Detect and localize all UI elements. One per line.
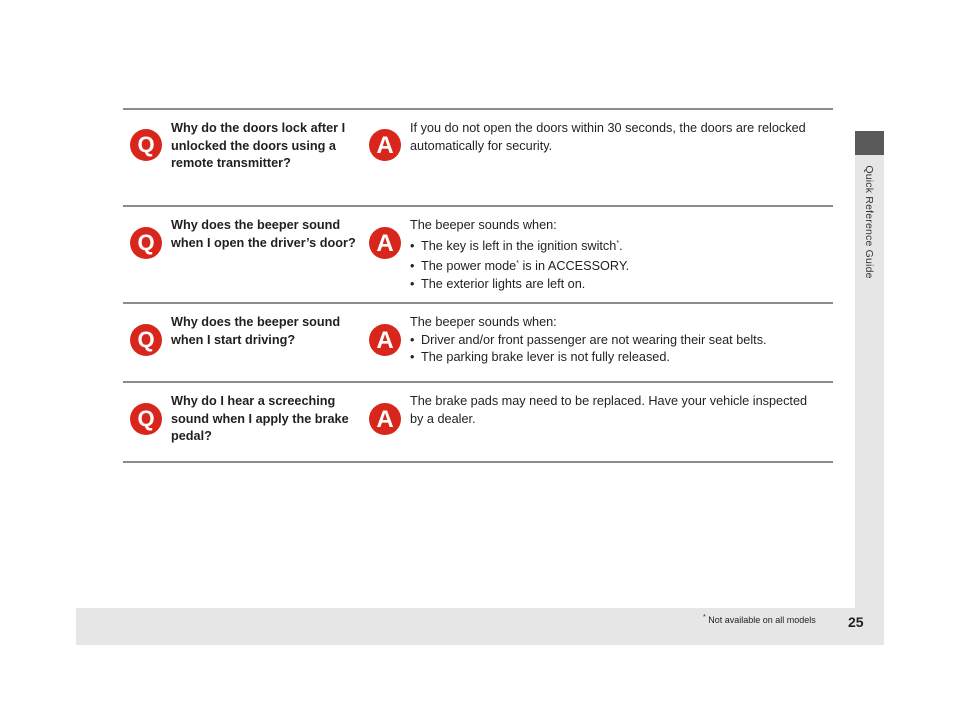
bullet-text: The parking brake lever is not fully released. [421, 350, 670, 364]
faq-answer [410, 314, 830, 367]
svg-text:A: A [376, 406, 394, 433]
faq-answer [410, 393, 810, 428]
question-icon [129, 226, 163, 260]
answer-icon [368, 402, 402, 436]
faq-question: Why do I hear a screeching sound when I apply the brake pedal? [171, 394, 349, 443]
bullet-text: The exterior lights are left on. [421, 276, 586, 291]
faq-question: Why does the beeper sound when I start driving? [171, 315, 341, 347]
divider [123, 461, 833, 463]
footnote-mark: * [516, 260, 519, 267]
answer-intro: The beeper sounds when: [410, 315, 557, 329]
svg-text:A: A [376, 132, 394, 159]
page-number: 25 [848, 614, 864, 630]
bullet-text-end: . [619, 238, 623, 253]
bullet-text: Driver and/or front passenger are not wearing their seat belts. [421, 332, 767, 347]
divider [123, 381, 833, 383]
answer-text: The brake pads may need to be replaced. Have your vehicle inspected by a dealer. [410, 394, 808, 426]
answer-text: If you do not open the doors within 30 seconds, the doors are relocked automatically for security. [410, 121, 806, 153]
bullet-text: The key is left in the ignition switch [421, 238, 617, 253]
answer-icon [368, 226, 402, 260]
svg-text:Q: Q [137, 406, 155, 431]
bullet-text: The power mode [421, 259, 517, 273]
bullet-icon: • [410, 259, 415, 273]
bullet-icon: • [410, 276, 415, 291]
answer-intro: The beeper sounds when: [410, 218, 557, 232]
svg-text:Q: Q [137, 230, 155, 255]
svg-text:Q: Q [137, 327, 155, 352]
question-icon [129, 402, 163, 436]
divider [123, 108, 833, 110]
faq-answer [410, 217, 830, 293]
bullet-icon: • [410, 238, 415, 253]
footnote [703, 614, 816, 625]
section-label: Quick Reference Guide [863, 165, 875, 279]
answer-bullet [410, 332, 830, 350]
answer-bullet [410, 349, 830, 367]
question-icon [129, 128, 163, 162]
answer-bullet [410, 276, 830, 294]
answer-bullet [410, 255, 830, 276]
faq-answer [410, 120, 810, 155]
answer-icon [368, 323, 402, 357]
faq-question: Why do the doors lock after I unlocked the doors using a remote transmitter? [171, 121, 346, 170]
faq-question: Why does the beeper sound when I open the driver’s door? [171, 218, 356, 250]
section-tab-marker [855, 131, 884, 155]
bullet-icon: • [410, 332, 415, 347]
footnote-mark: * [616, 239, 620, 247]
footnote-text: Not available on all models [708, 615, 816, 625]
svg-text:A: A [376, 230, 394, 257]
bullet-text-end: is in ACCESSORY. [518, 259, 630, 273]
svg-text:A: A [376, 327, 394, 354]
bullet-icon: • [410, 350, 415, 364]
divider [123, 205, 833, 207]
answer-icon [368, 128, 402, 162]
divider [123, 302, 833, 304]
answer-bullet [410, 235, 830, 256]
svg-text:Q: Q [137, 132, 155, 157]
footnote-star: * [703, 614, 706, 621]
question-icon [129, 323, 163, 357]
